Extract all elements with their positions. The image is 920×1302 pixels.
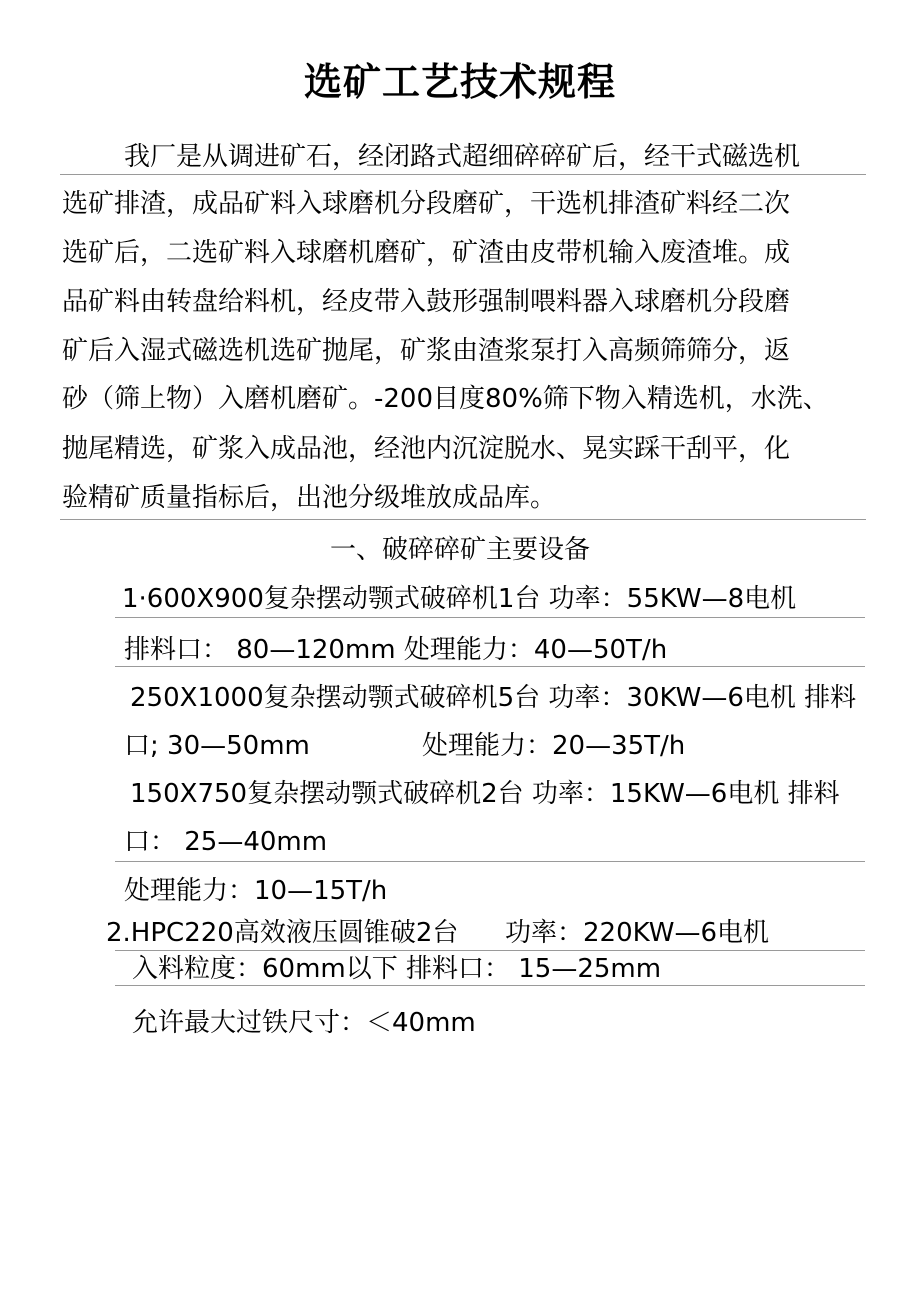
intro-line-6: 砂（筛上物）入磨机磨矿。-200目度80%筛下物入精选机，水洗、: [62, 384, 829, 414]
equipment-line-6: 150X750复杂摆动颚式破碎机2台 功率：15KW—6电机 排料: [130, 779, 840, 809]
equipment-line-10: 功率：220KW—6电机: [505, 918, 769, 948]
underline-rule: [115, 861, 865, 862]
intro-line-8: 验精矿质量指标后，出池分级堆放成品库。: [62, 483, 557, 513]
intro-line-2: 选矿排渣，成品矿料入球磨机分段磨矿，干选机排渣矿料经二次: [62, 189, 791, 219]
equipment-line-7: 口： 25—40mm: [124, 827, 328, 857]
equipment-line-2: 排料口： 80—120mm 处理能力：40—50T/h: [124, 635, 668, 665]
equipment-line-5: 处理能力：20—35T/h: [422, 731, 686, 761]
intro-line-4: 品矿料由转盘给料机，经皮带入鼓形强制喂料器入球磨机分段磨: [62, 287, 791, 317]
intro-line-1: 我厂是从调进矿石，经闭路式超细碎碎矿后，经干式磁选机: [124, 142, 801, 172]
equipment-line-1: 1·600X900复杂摆动颚式破碎机1台 功率：55KW—8电机: [122, 584, 797, 614]
document-title: 选矿工艺技术规程: [303, 60, 616, 104]
underline-rule: [115, 985, 865, 986]
underline-rule: [115, 666, 865, 667]
intro-line-3: 选矿后，二选矿料入球磨机磨矿，矿渣由皮带机输入废渣堆。成: [62, 238, 791, 268]
equipment-line-4: 口; 30—50mm: [124, 731, 310, 761]
equipment-line-3: 250X1000复杂摆动颚式破碎机5台 功率：30KW—6电机 排料: [130, 683, 857, 713]
intro-line-5: 矿后入湿式磁选机选矿抛尾，矿浆由渣浆泵打入高频筛筛分，返: [62, 336, 791, 366]
section-heading: 一、破碎碎矿主要设备: [329, 535, 590, 565]
underline-rule: [115, 617, 865, 618]
intro-line-7: 抛尾精选，矿浆入成品池，经池内沉淀脱水、晃实踩干刮平，化: [62, 434, 791, 464]
equipment-line-11: 入料粒度：60mm以下 排料口： 15—25mm: [132, 954, 662, 984]
underline-rule: [60, 519, 866, 520]
underline-rule: [60, 174, 866, 175]
equipment-line-8: 处理能力：10—15T/h: [124, 876, 388, 906]
equipment-line-9: 2.HPC220高效液压圆锥破2台: [106, 918, 459, 948]
equipment-line-12: 允许最大过铁尺寸：＜40mm: [132, 1008, 476, 1038]
underline-rule: [115, 950, 865, 951]
